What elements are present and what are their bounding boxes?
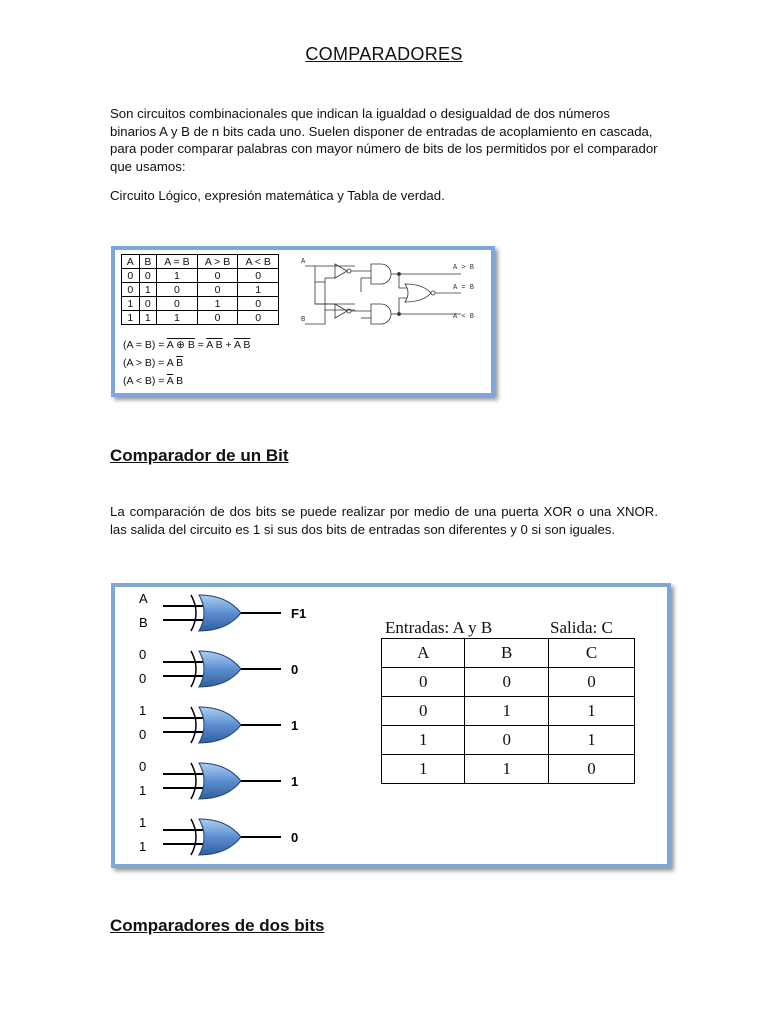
header-cell: A	[382, 639, 465, 668]
section-heading-one-bit: Comparador de un Bit	[110, 446, 289, 465]
cell: 1	[238, 283, 279, 297]
cell: 0	[139, 269, 157, 283]
xor-truth-table	[381, 638, 635, 784]
gate-output: 1	[291, 718, 299, 733]
equation-less: $(A < B) = \overline{A}$ B	[123, 375, 184, 387]
circuit-label-gt: A > B	[453, 264, 475, 272]
table-row	[382, 726, 635, 755]
section-heading-two-bits: Comparadores de dos bits	[110, 916, 325, 935]
cell: 1	[139, 311, 157, 325]
xor-gate	[139, 591, 306, 631]
cell: 0	[157, 283, 198, 297]
xor-gate	[139, 703, 298, 743]
table-row	[382, 697, 635, 726]
cell: 1	[465, 755, 548, 784]
cell: 0	[238, 311, 279, 325]
header-cell: C	[548, 639, 634, 668]
table-row	[122, 283, 279, 297]
table-row	[122, 311, 279, 325]
gate-output: F1	[291, 606, 307, 621]
header-cell: A = B	[157, 255, 198, 269]
gate-input-2: 0	[139, 727, 147, 742]
circuit-description: Circuito Lógico, expresión matemática y Tabla de verdad.	[110, 188, 445, 203]
gate-input-1: A	[139, 591, 148, 606]
cell: 0	[382, 697, 465, 726]
gate-input-1: 0	[139, 647, 147, 662]
cell: 0	[238, 297, 279, 311]
cell: 0	[548, 755, 634, 784]
page-title: COMPARADORES	[305, 44, 463, 64]
cell: 1	[548, 726, 634, 755]
cell: 0	[197, 283, 238, 297]
cell: 1	[139, 283, 157, 297]
cell: 0	[238, 269, 279, 283]
cell: 1	[382, 726, 465, 755]
cell: 1	[157, 269, 198, 283]
gate-input-2: 0	[139, 671, 147, 686]
circuit-label-eq: A = B	[453, 284, 475, 292]
header-cell: B	[139, 255, 157, 269]
table-row	[382, 668, 635, 697]
cell: 1	[197, 297, 238, 311]
header-cell: A < B	[238, 255, 279, 269]
xor-figure	[111, 583, 671, 868]
cell: 0	[122, 269, 140, 283]
xor-gate	[139, 815, 298, 855]
cell: 0	[139, 297, 157, 311]
xor-gate	[139, 759, 298, 799]
cell: 1	[465, 697, 548, 726]
gate-output: 0	[291, 662, 299, 677]
xor-gates-diagram	[115, 587, 335, 864]
comparator-truth-table	[121, 254, 279, 325]
cell: 0	[548, 668, 634, 697]
table-row	[122, 269, 279, 283]
cell: 1	[122, 311, 140, 325]
cell: 0	[465, 726, 548, 755]
cell: 1	[122, 297, 140, 311]
cell: 0	[157, 297, 198, 311]
header-cell: A	[122, 255, 140, 269]
xor-gate	[139, 647, 298, 687]
cell: 0	[197, 269, 238, 283]
cell: 0	[197, 311, 238, 325]
comparator-figure	[111, 246, 495, 397]
gate-input-2: 1	[139, 783, 147, 798]
gate-input-1: 1	[139, 815, 147, 830]
gate-output: 0	[291, 830, 299, 845]
table-caption-inputs: Entradas: A y B	[385, 618, 493, 637]
cell: 1	[548, 697, 634, 726]
cell: 1	[382, 755, 465, 784]
cell: 0	[382, 668, 465, 697]
gate-output: 1	[291, 774, 299, 789]
header-cell: B	[465, 639, 548, 668]
cell: 1	[157, 311, 198, 325]
table-row	[122, 297, 279, 311]
gate-input-2: B	[139, 615, 148, 630]
comparator-circuit-diagram	[301, 252, 485, 332]
header-cell: A > B	[197, 255, 238, 269]
intro-paragraph: Son circuitos combinacionales que indican la igualdad o desigualdad de dos números binarios A y B de n bits cada uno. Suelen disponer de entradas de acoplamiento en cascada, para poder comparar palabras con mayor número de bits de los permitidos por el comparador que usamos:	[110, 106, 658, 174]
circuit-label-a: A	[301, 258, 306, 266]
gate-input-1: 1	[139, 703, 147, 718]
cell: 0	[465, 668, 548, 697]
gate-input-1: 0	[139, 759, 147, 774]
circuit-label-lt: A < B	[453, 313, 475, 321]
gate-input-2: 1	[139, 839, 147, 854]
table-row	[382, 755, 635, 784]
equation-greater: (A > B) = A $\overline{B}$	[123, 357, 184, 369]
cell: 0	[122, 283, 140, 297]
section-one-paragraph: La comparación de dos bits se puede realizar por medio de una puerta XOR o una XNOR. las salida del circuito es 1 si sus dos bits de entradas son diferentes y 0 si son iguales.	[110, 504, 658, 537]
circuit-label-b: B	[301, 316, 306, 324]
equation-equal: (A = B) = A ⊕ B = A B + A B	[123, 339, 251, 351]
table-caption-output: Salida: C	[550, 618, 613, 637]
